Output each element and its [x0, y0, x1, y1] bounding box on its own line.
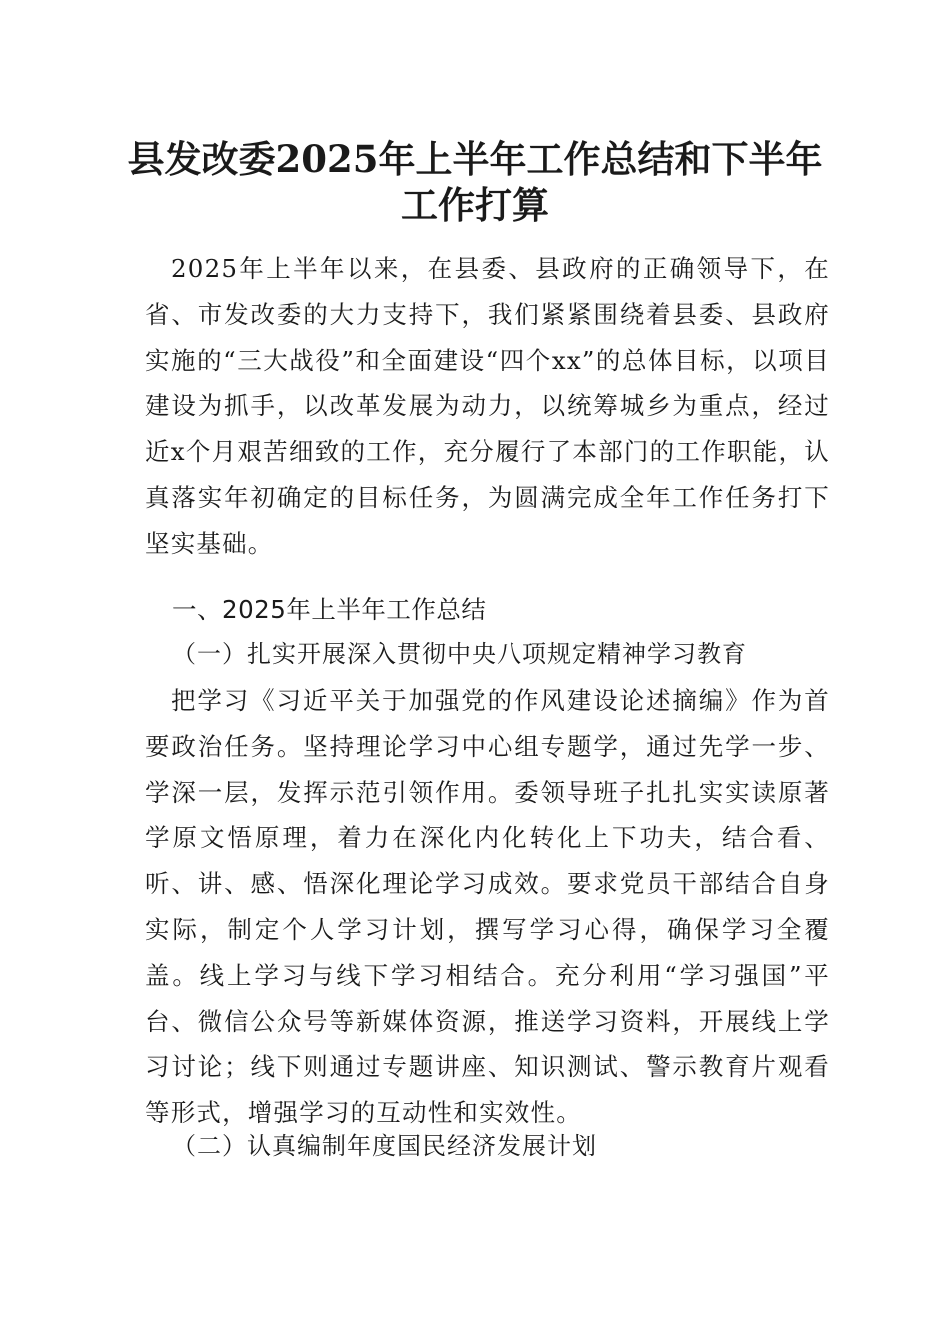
- section-heading-1: 一、2025年上半年工作总结: [172, 595, 487, 624]
- subsection-1-paragraph: 把学习《习近平关于加强党的作风建设论述摘编》作为首要政治任务。坚持理论学习中心组专题学，通过先学一步、学深一层，发挥示范引领作用。委领导班子扎扎实实读原著学原文悟原理，着力在深化内化转化上下功夫，结合看、听、讲、感、悟深化理论学习成效。要求党员干部结合自身实际，制定个人学习计划，撰写学习心得，确保学习全覆盖。线上学习与线下学习相结合。充分利用“学习强国”平台、微信公众号等新媒体资源，推送学习资料，开展线上学习讨论；线下则通过专题讲座、知识测试、警示教育片观看等形式，增强学习的互动性和实效性。: [145, 686, 830, 1128]
- subsection-heading-2: （二）认真编制年度国民经济发展计划: [172, 1132, 597, 1160]
- document-title: 县发改委2025年上半年工作总结和下半年工作打算: [127, 137, 823, 227]
- intro-paragraph: 2025年上半年以来，在县委、县政府的正确领导下，在省、市发改委的大力支持下，我们紧紧围绕着县委、县政府实施的“三大战役”和全面建设“四个xx”的总体目标，以项目建设为抓手，以改革发展为动力，以统筹城乡为重点，经过近x个月艰苦细致的工作，充分履行了本部门的工作职能，认真落实年初确定的目标任务，为圆满完成全年工作任务打下坚实基础。: [145, 254, 830, 558]
- subsection-heading-1: （一）扎实开展深入贯彻中央八项规定精神学习教育: [172, 640, 747, 668]
